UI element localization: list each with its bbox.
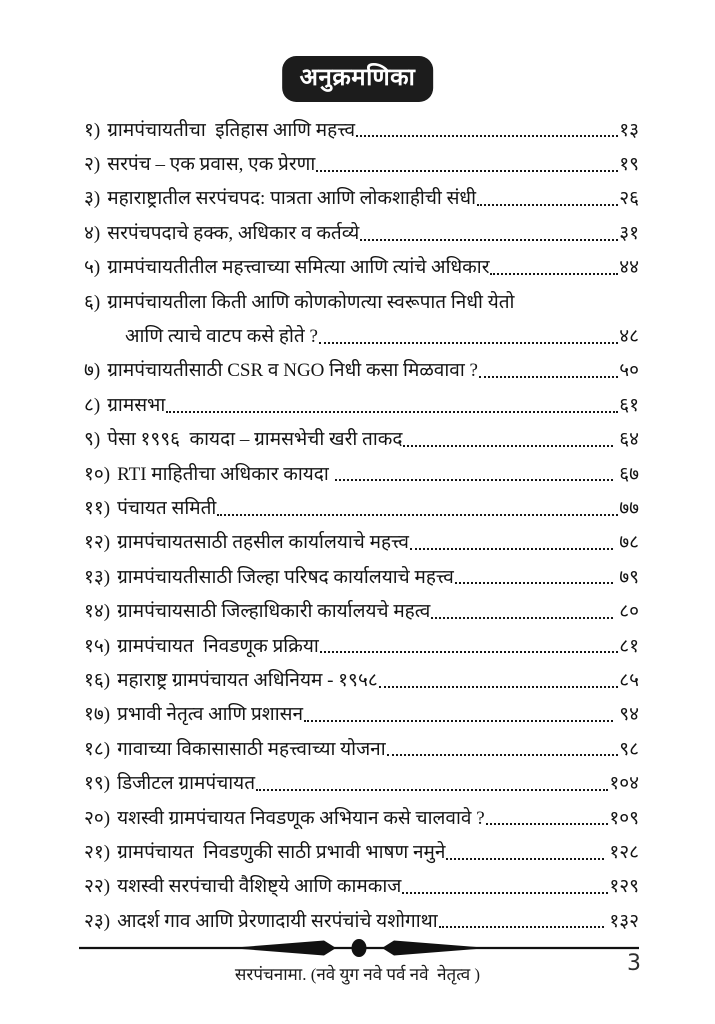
toc-entry-title: प्रभावी नेतृत्व आणि प्रशासन [117, 704, 304, 726]
dot-leader [490, 273, 618, 275]
toc-entry-page: ९८ [619, 738, 639, 760]
toc-entry-title: गावाच्या विकासासाठी महत्त्वाच्या योजना [117, 738, 386, 760]
dot-leader [319, 342, 618, 344]
toc-entry-title: ग्रामसभा [107, 394, 166, 416]
dot-leader [402, 892, 608, 894]
toc-entry-page: ८० [614, 601, 639, 623]
toc-entry-number: ११) [84, 498, 111, 519]
toc-entry-title: ग्रामपंचायत निवडणुकी साठी प्रभावी भाषण नमुने [117, 841, 446, 863]
toc-entry-title: पेसा १९९६ कायदा – ग्रामसभेची खरी ताकद [107, 429, 403, 451]
toc-entry [84, 109, 639, 143]
dot-leader [320, 651, 618, 653]
toc-entry [84, 831, 639, 865]
toc-entry-title: महाराष्ट्र ग्रामपंचायत अधिनियम - १९५८ [117, 669, 378, 691]
toc-entry [84, 762, 639, 796]
table-of-contents [84, 109, 639, 934]
toc-entry-page: ५० [619, 360, 639, 382]
dot-leader [335, 479, 614, 481]
toc-entry-title: ग्रामपंचायतीतील महत्त्वाच्या समित्या आणि त्यांचे अधिकार [107, 257, 490, 279]
dot-leader [446, 858, 603, 860]
toc-entry-title: आदर्श गाव आणि प्रेरणादायी सरपंचांचे यशोगाथा [117, 910, 438, 932]
toc-entry-number: १३) [84, 566, 111, 588]
toc-entry-number: १) [84, 119, 101, 141]
toc-entry-number: २०) [84, 807, 111, 829]
dot-leader [217, 514, 618, 516]
toc-entry [84, 247, 639, 281]
toc-entry-number: ७) [84, 360, 101, 382]
toc-entry-page: ६४ [614, 429, 639, 451]
toc-entry-number: १०) [84, 463, 111, 485]
toc-entry [84, 419, 639, 453]
toc-entry-number: १६) [84, 669, 111, 691]
toc-entry-number: १८) [84, 738, 111, 760]
toc-entry [84, 694, 639, 728]
toc-entry-number: १९) [84, 773, 111, 795]
toc-entry-page: ३१ [619, 222, 639, 244]
toc-entry-title: ग्रामपंचायतीसाठी CSR व NGO निधी कसा मिळवावा ? [107, 360, 478, 382]
dot-leader [256, 789, 608, 791]
dot-leader [166, 411, 618, 413]
toc-entry-number: ८) [84, 394, 101, 416]
dot-leader [477, 204, 618, 206]
toc-entry-title: ग्रामपंचायत निवडणूक प्रक्रिया [117, 635, 319, 657]
toc-entry-number: १४) [84, 601, 111, 623]
toc-entry-page: ७७ [619, 498, 639, 519]
toc-entry-title: RTI माहितीचा अधिकार कायदा [117, 463, 334, 485]
toc-entry-number: १२) [84, 532, 111, 554]
toc-entry [84, 866, 639, 900]
toc-entry [84, 625, 639, 659]
toc-entry-number: २३) [84, 910, 111, 932]
toc-entry-title: यशस्वी सरपंचाची वैशिष्ट्ये आणि कामकाज [117, 876, 402, 898]
toc-entry-title: ग्रामपंचायतीचा इतिहास आणि महत्त्व [107, 119, 356, 141]
dot-leader [455, 582, 614, 584]
toc-entry-number: २२) [84, 876, 111, 898]
toc-entry-number: ६) [84, 291, 101, 313]
toc-entry [84, 178, 639, 212]
dot-leader [316, 170, 618, 172]
toc-entry-number: ९) [84, 429, 101, 451]
footer-book-title: सरपंचनामा. (नवे युग नवे पर्व नवे नेतृत्व ) [234, 965, 481, 984]
toc-entry-page: १०४ [609, 773, 639, 795]
toc-entry [84, 350, 639, 384]
toc-entry [84, 590, 639, 624]
toc-entry-page: ६१ [619, 394, 639, 416]
dot-leader [486, 823, 609, 825]
toc-entry-title: यशस्वी ग्रामपंचायत निवडणूक अभियान कसे चालवावे ? [117, 807, 485, 829]
toc-entry-title: ग्रामपंचायतसाठी तहसील कार्यालयाचे महत्त्व [117, 532, 409, 554]
toc-entry-title: आणि त्याचे वाटप कसे होते ? [125, 326, 318, 348]
toc-entry-title: ग्रामपंचायतीला किती आणि कोणकोणत्या स्वरूपात निधी येतो [107, 291, 515, 313]
toc-entry-page: १०९ [609, 807, 639, 829]
dot-leader [410, 548, 614, 550]
toc-entry [84, 659, 639, 693]
toc-entry-page: १३ [619, 119, 639, 141]
toc-entry-page: ६७ [614, 463, 639, 485]
toc-entry-title: डिजीटल ग्रामपंचायत [117, 773, 256, 795]
toc-entry-number: १७) [84, 704, 111, 726]
toc-entry-number: ५) [84, 257, 101, 279]
toc-entry [84, 315, 639, 349]
toc-entry-title: पंचायत समिती [117, 498, 217, 519]
dot-leader [387, 754, 619, 756]
toc-entry-number: ४) [84, 222, 101, 244]
toc-entry-title: ग्रामपंचायतीसाठी जिल्हा परिषद कार्यालयाचे महत्त्व [117, 566, 454, 588]
toc-entry-number: १५) [84, 635, 111, 657]
page-title: अनुक्रमणिका [282, 56, 434, 102]
toc-entry [84, 384, 639, 418]
toc-entry [84, 556, 639, 590]
toc-entry-page: ७८ [614, 532, 639, 554]
dot-leader [479, 376, 618, 378]
toc-entry-title: महाराष्ट्रातील सरपंचपद: पात्रता आणि लोकशाहीची संधी [107, 188, 477, 210]
toc-entry-page: १९ [619, 154, 639, 176]
toc-entry [84, 143, 639, 177]
toc-entry-page: ७९ [614, 566, 639, 588]
toc-entry [84, 522, 639, 556]
dot-leader [439, 926, 604, 928]
dot-leader [360, 239, 618, 241]
dot-leader [379, 686, 619, 688]
dot-leader [356, 135, 618, 137]
toc-entry-page: १३२ [604, 910, 639, 932]
toc-entry-page: ४८ [619, 326, 639, 348]
toc-entry-number: २) [84, 154, 101, 176]
toc-entry-number: ३) [84, 188, 101, 210]
toc-entry-title: सरपंच – एक प्रवास, एक प्रेरणा [107, 154, 316, 176]
toc-entry-page: २६ [619, 188, 639, 210]
toc-entry [84, 797, 639, 831]
toc-entry-page: १२८ [604, 841, 639, 863]
dot-leader [304, 720, 613, 722]
dot-leader [431, 617, 613, 619]
toc-entry-page: ९४ [614, 704, 639, 726]
toc-entry-page: १२९ [609, 876, 639, 898]
page-number: 3 [627, 951, 641, 976]
toc-entry [84, 281, 639, 315]
toc-entry-page: ४४ [619, 257, 639, 279]
toc-entry [84, 212, 639, 246]
toc-entry [84, 900, 639, 934]
toc-entry-title: ग्रामपंचायसाठी जिल्हाधिकारी कार्यालयचे महत्व [117, 601, 431, 623]
toc-entry [84, 453, 639, 487]
toc-entry [84, 487, 639, 521]
toc-entry-title: सरपंचपदाचे हक्क, अधिकार व कर्तव्ये [107, 222, 360, 244]
dot-leader [403, 445, 613, 447]
toc-entry-page: ८५ [619, 669, 639, 691]
toc-entry-page: ८१ [619, 635, 639, 657]
footer-ornament-divider [79, 937, 639, 959]
toc-entry [84, 728, 639, 762]
toc-entry-number: २१) [84, 841, 111, 863]
